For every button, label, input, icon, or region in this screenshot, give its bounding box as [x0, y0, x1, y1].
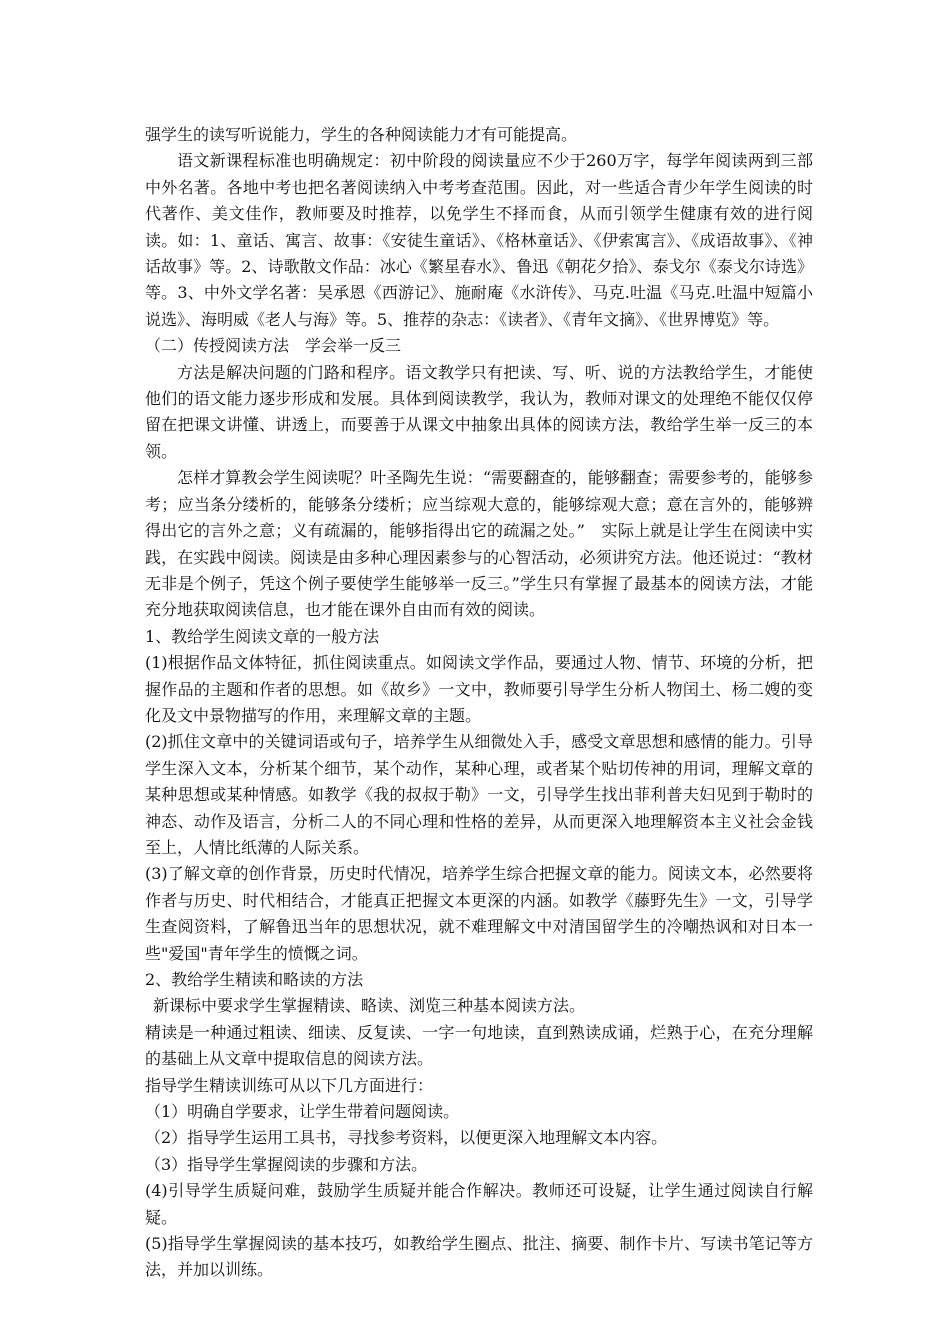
paragraph-9: 精读是一种通过粗读、细读、反复读、一字一句地读，直到熟读成诵，烂熟于心，在充分理解的基础上从文章中提取信息的阅读方法。	[145, 1022, 813, 1069]
section-heading-2: （二）传授阅读方法 学会举一反三	[145, 336, 402, 356]
paragraph-4: 怎样才算教会学生阅读呢？叶圣陶先生说：“需要翻查的，能够翻查；需要参考的，能够参考；应当条分缕析的，能够条分缕析；应当综观大意的，能够综观大意；意在言外的，能够辨得出它的言外之意；义有疏漏的，能够指得出它的疏漏之处。” 实际上就是让学生在阅读中实践，在实践中阅读。阅读是由多种心理因素参与的心智活动，必须讲究方法。他还说过：“教材无非是个例子，凭这个例子要使学生能够举一反三。”学生只有掌握了最基本的阅读方法，才能充分地获取阅读信息，也才能在课外自由而有效的阅读。	[145, 468, 813, 620]
paragraph-2: 语文新课程标准也明确规定：初中阶段的阅读量应不少于260万字，每学年阅读两到三部中外名著。各地中考也把名著阅读纳入中考考查范围。因此，对一些适合青少年学生阅读的时代著作、美文佳作，教师要及时推荐，以免学生不择而食，从而引领学生健康有效的进行阅读。如：1、童话、寓言、故事：《安徒生童话》、《格林童话》、《伊索寓言》、《成语故事》、《神话故事》等。2、诗歌散文作品：冰心《繁星春水》、鲁迅《朝花夕拾》、泰戈尔《泰戈尔诗选》等。3、中外文学名著：吴承恩《西游记》、施耐庵《水浒传》、马克.吐温《马克.吐温中短篇小说选》、海明威《老人与海》等。5、推荐的杂志：《读者》、《青年文摘》、《世界博览》等。	[145, 151, 813, 329]
paragraph-5: (1)根据作品文体特征，抓住阅读重点。如阅读文学作品，要通过人物、情节、环境的分析，把握作品的主题和作者的思想。如《故乡》一文中，教师要引导学生分析人物闰土、杨二嫂的变化及文中景物描写的作用，来理解文章的主题。	[145, 653, 813, 725]
paragraph-8: 新课标中要求学生掌握精读、略读、浏览三种基本阅读方法。	[153, 996, 586, 1016]
paragraph-7: (3)了解文章的创作背景，历史时代情况，培养学生综合把握文章的能力。阅读文本，必然要将作者与历史、时代相结合，才能真正把握文本更深的内涵。如教学《藤野先生》一文，引导学生查阅资料，了解鲁迅当年的思想状况，就不难理解文中对清国留学生的冷嘲热讽和对日本一些"爱国"青年学生的愤慨之词。	[145, 864, 813, 963]
paragraph-6: (2)抓住文章中的关键词语或句子，培养学生从细微处入手，感受文章思想和感情的能力。引导学生深入文本，分析某个细节，某个动作，某种心理，或者某个贴切传神的用词，理解文章的某种思想或某种情感。如教学《我的叔叔于勒》一文，引导学生找出菲利普夫妇见到于勒时的神态、动作及语言，分析二人的不同心理和性格的差异，从而更深入地理解资本主义社会金钱至上，人情比纸薄的人际关系。	[145, 732, 813, 857]
list-item-5: (5)指导学生掌握阅读的基本技巧，如教给学生圈点、批注、摘要、制作卡片、写读书笔记等方法，并加以训练。	[145, 1234, 813, 1280]
paragraph-10: 指导学生精读训练可从以下几方面进行：	[145, 1075, 434, 1095]
paragraph-3: 方法是解决问题的门路和程序。语文教学只有把读、写、听、说的方法教给学生，才能使他们的语文能力逐步形成和发展。具体到阅读教学，我认为，教师对课文的处理绝不能仅仅停留在把课文讲懂、讲透上，而要善于从课文中抽象出具体的阅读方法，教给学生举一反三的本领。	[145, 362, 813, 461]
paragraph-1: 强学生的读写听说能力，学生的各种阅读能力才有可能提高。	[145, 125, 578, 144]
document-body	[145, 122, 813, 1284]
list-item-4: (4)引导学生质疑问难，鼓励学生质疑并能合作解决。教师还可设疑，让学生通过阅读自行解疑。	[145, 1181, 813, 1227]
subheading-2: 2、教给学生精读和略读的方法	[145, 970, 364, 989]
list-item-1: （1）明确自学要求，让学生带着问题阅读。	[145, 1102, 460, 1122]
list-item-2: （2）指导学生运用工具书，寻找参考资料，以便更深入地理解文本内容。	[145, 1128, 668, 1148]
subheading-1: 1、教给学生阅读文章的一般方法	[145, 626, 380, 646]
list-item-3: （3）指导学生掌握阅读的步骤和方法。	[145, 1154, 428, 1174]
